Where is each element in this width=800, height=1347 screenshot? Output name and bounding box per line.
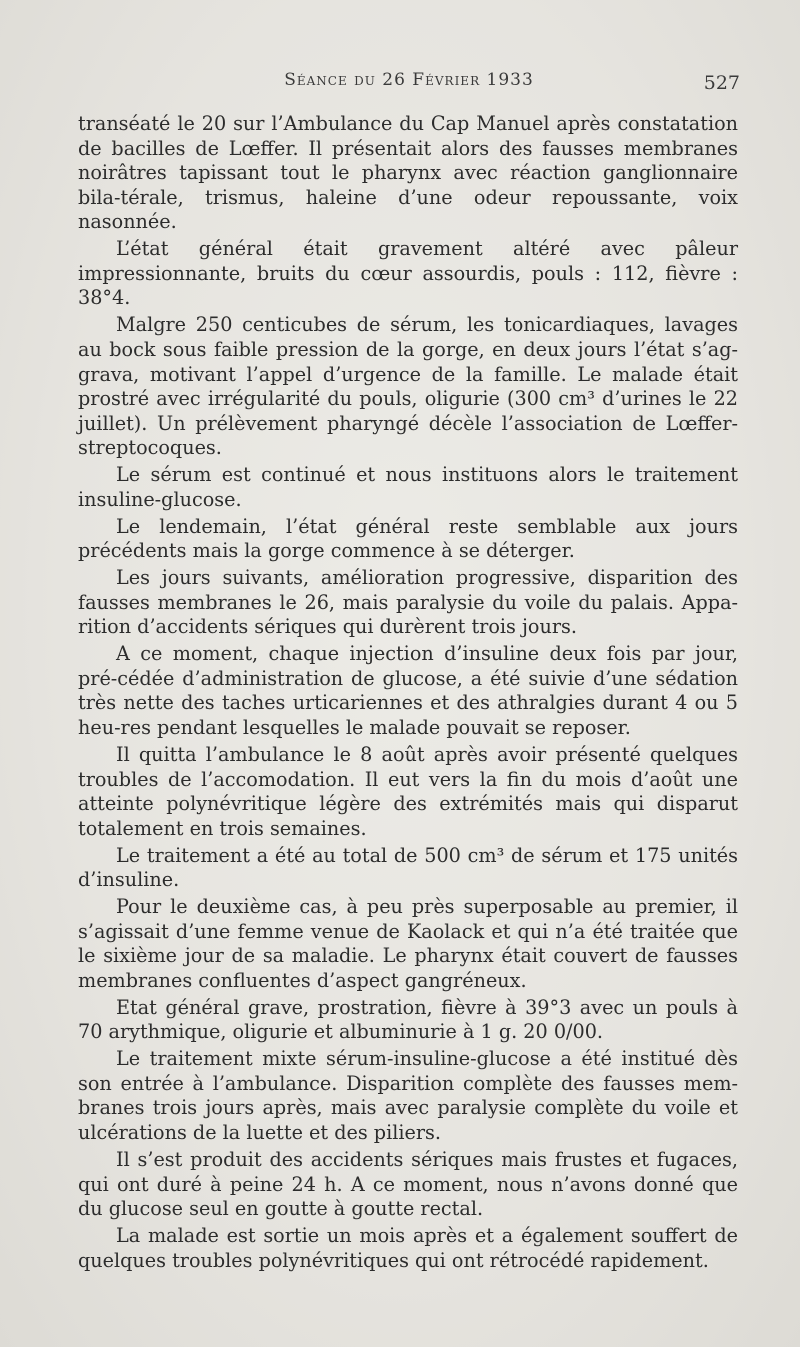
body-text (78, 112, 738, 1275)
paragraph: Il s’est produit des accidents sériques mais frustes et fugaces, qui ont duré à peine 24 h. A ce moment, nous n’avons donné que du glucose seul en goutte à goutte rectal. (78, 1147, 738, 1221)
paragraph: Il quitta l’ambulance le 8 août après avoir présenté quelques troubles de l’accomodation. Il eut vers la fin du mois d’août une atteinte polynévritique légère des extrémités mais qui disparut totalement en trois semaines. (78, 742, 738, 840)
paragraph: Le traitement mixte sérum-insuline-glucose a été institué dès son entrée à l’ambulance. Disparition complète des fausses mem-branes trois jours après, mais avec paralysie complète du voile et ulcérations de la luette et des piliers. (78, 1047, 738, 1145)
paragraph: L’état général était gravement altéré avec pâleur impressionnante, bruits du cœur assourdis, pouls : 112, fièvre : 38°4. (78, 237, 738, 310)
paragraph: Etat général grave, prostration, fièvre à 39°3 avec un pouls à 70 arythmique, oligurie et albuminurie à 1 g. 20 0/00. (78, 995, 738, 1044)
running-header (78, 70, 740, 98)
running-title: Séance du 26 Février 1933 (284, 70, 534, 90)
paragraph: Le sérum est continué et nous instituons alors le traitement insuline-glucose. (78, 463, 738, 511)
paragraph: Malgre 250 centicubes de sérum, les tonicardiaques, lavages au bock sous faible pression de la gorge, en deux jours l’état s’ag-grava, motivant l’appel d’urgence de la famille. Le malade était prostré avec irrégularité du pouls, oligurie (300 cm³ d’urines le 22 juillet). Un prélèvement pharyngé décèle l’association de Lœffer-streptocoques. (78, 313, 738, 460)
paragraph: A ce moment, chaque injection d’insuline deux fois par jour, pré-cédée d’administration de glucose, a été suivie d’une sédation très nette des taches urticariennes et des athralgies durant 4 ou 5 heu-res pendant lesquelles le malade pouvait se reposer. (78, 642, 738, 740)
paragraph: Pour le deuxième cas, à peu près superposable au premier, il s’agissait d’une femme venue de Kaolack et qui n’a été traitée que le sixième jour de sa maladie. Le pharynx était couvert de fausses membranes confluentes d’aspect gangréneux. (78, 895, 738, 992)
page-number: 527 (703, 72, 740, 94)
paragraph: Les jours suivants, amélioration progressive, disparition des fausses membranes le 26, mais paralysie du voile du palais. Appa-rition d’accidents sériques qui durèrent trois jours. (78, 566, 738, 639)
paragraph: transéaté le 20 sur l’Ambulance du Cap Manuel après constatation de bacilles de Lœffer. Il présentait alors des fausses membranes noirâtres tapissant tout le pharynx avec réaction ganglionnaire bila-térale, trismus, haleine d’une odeur repoussante, voix nasonnée. (78, 112, 738, 234)
paragraph: Le traitement a été au total de 500 cm³ de sérum et 175 unités d’insuline. (78, 843, 738, 892)
paragraph: La malade est sortie un mois après et a également souffert de quelques troubles polynévritiques qui ont rétrocédé rapidement. (78, 1223, 738, 1272)
paragraph: Le lendemain, l’état général reste semblable aux jours précédents mais la gorge commence à se déterger. (78, 514, 738, 563)
